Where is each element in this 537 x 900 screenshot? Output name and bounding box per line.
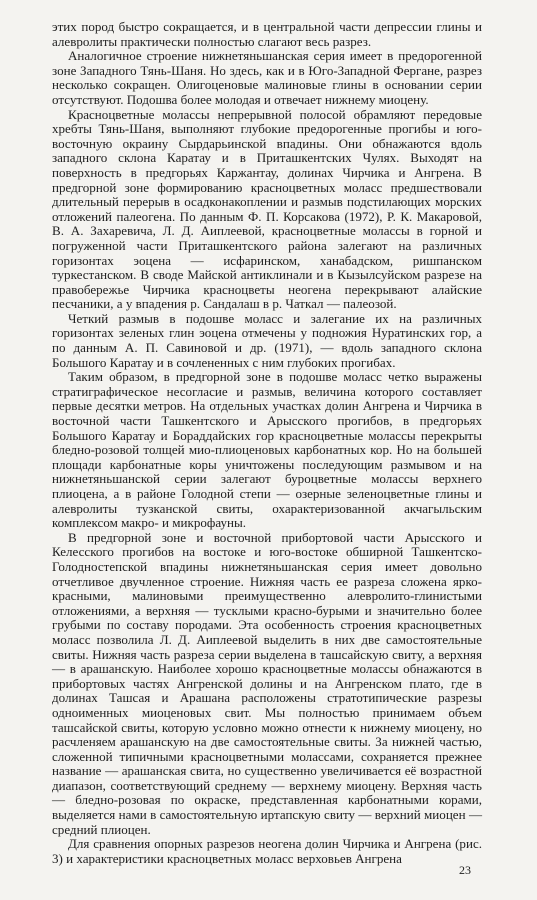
paragraph-7: Для сравнения опорных разрезов неогена долин Чирчика и Ангрена (рис. 3) и характеристики красноцветных моласс верховьев Ангрена bbox=[52, 836, 482, 866]
paragraph-5: Таким образом, в предгорной зоне в подошве моласс четко выражены стратиграфическое несогласие и размыв, величина которого составляет первые десятки метров. На отдельных участках долин Ангрена и Чирчика в восточной части Ташкентского и Арысского прогибов, в предгорьях Большого Каратау и Бораддайских гор красноцветные молассы перекрыты бледно-розовой толщей мио-плиоценовых карбонатных кор. Но на большей площади карбонатные коры уничтожены последующим размывом и на нижнетяньшанской серии залегают буроцветные молассы верхнего плиоцена, а в районе Голодной степи — озерные зеленоцветные глины и алевролиты тузканской свиты, охарактеризованной акчагыльским комплексом макро- и микрофауны. bbox=[52, 369, 482, 531]
page-number: 23 bbox=[459, 863, 471, 877]
paragraph-2: Аналогичное строение нижнетяньшанская серия имеет в предорогенной зоне Западного Тянь-Шаня. Но здесь, как и в Юго-Западной Фергане, разрез несколько сокращен. Олигоценовые малиновые глины в основании серии отсутствуют. Подошва более молодая и отвечает нижнему миоцену. bbox=[52, 48, 482, 107]
page-body bbox=[52, 20, 482, 866]
paragraph-3: Красноцветные молассы непрерывной полосой обрамляют передовые хребты Тянь-Шаня, выполняют глубокие предорогенные прогибы и юго-восточную окраину Сырдарьинской впадины. Они обнажаются вдоль западного склона Каратау и в Приташкентских Чулях. Выходят на поверхность в предгорьях Каржантау, долинах Чирчика и Ангрена. В предгорной зоне формированию красноцветных моласс предшествовали длительный перерыв в осадконакоплении и размыв подстилающих морских отложений палеогена. По данным Ф. П. Корсакова (1972), Р. К. Макаровой, В. А. Захаревича, Л. Д. Аиплеевой, красноцветные молассы в горной и погруженной части Приташкентского района залегают на различных горизонтах эоцена — исфаринском, ханабадском, ришпанском туркестанском. В своде Майской антиклинали и в Кызылсуйском разрезе на правобережье Чирчика красноцветы неогена перекрывают алайские песчаники, а у впадения р. Сандалаш в р. Чаткал — палеозой. bbox=[52, 106, 482, 312]
paragraph-6: В предгорной зоне и восточной прибортовой части Арысского и Келесского прогибов на востоке и юго-востоке обширной Ташкентско-Голодностепской впадины нижнетяньшанская серия имеет довольно отчетливое двучленное строение. Нижняя часть ее разреза сложена ярко-красными, малиновыми преимущественно алевролито-глинистыми отложениями, а верхняя — тусклыми красно-бурыми и значительно более грубыми по составу породами. Эта особенность строения красноцветных моласс позволила Л. Д. Аиплеевой выделить в них две самостоятельные свиты. Нижняя часть разреза серии выделена в ташсайскую свиту, а верхняя — в арашанскую. Наиболее хорошо красноцветные молассы обнажаются в прибортовых частях Ангренской долины и на Ангренском плато, где в долинах Ташсая и Арашана расположены стратотипические разрезы одноименных миоценовых свит. Мы полностью принимаем объем ташсайской свиты, которую условно можно отнести к нижнему миоцену, но расчленяем арашанскую на две самостоятельные свиты. За нижней частью, сложенной типичными красноцветными молассами, сохраняется прежнее название — арашанская свита, но существенно увеличивается её возрастной диапазон, соответствующий среднему — верхнему миоцену. Верхняя часть — бледно-розовая по окраске, представленная карбонатными корами, выделяется нами в самостоятельную иртапскую свиту — верхний миоцен — средний плиоцен. bbox=[52, 529, 482, 837]
paragraph-1: этих пород быстро сокращается, и в центральной части депрессии глины и алевролиты практически полностью слагают весь разрез. bbox=[52, 19, 482, 49]
paragraph-4: Четкий размыв в подошве моласс и залегание их на различных горизонтах зеленых глин эоцена отмечены у подножия Нуратинских гор, а по данным А. П. Савиновой и др. (1971), — вдоль западного склона Большого Каратау и в сочлененных с ним глубоких прогибах. bbox=[52, 310, 482, 370]
